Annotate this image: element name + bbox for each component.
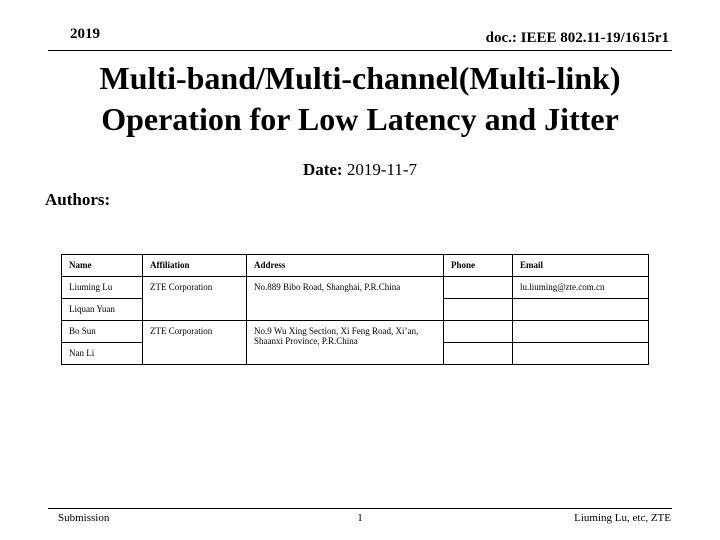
cell-email — [513, 299, 649, 321]
table-header-row — [62, 255, 649, 277]
authors-table — [61, 254, 649, 365]
column-header-affiliation: Affiliation — [143, 255, 247, 277]
column-header-address: Address — [247, 255, 444, 277]
cell-phone — [444, 343, 513, 365]
column-header-email: Email — [513, 255, 649, 277]
cell-email — [513, 321, 649, 343]
table-row — [62, 277, 649, 299]
cell-affiliation: ZTE Corporation — [143, 277, 247, 321]
table-row — [62, 321, 649, 343]
slide-title-line-1: Multi-band/Multi-channel(Multi-link) — [99, 60, 621, 96]
authors-heading: Authors: — [45, 190, 111, 209]
header-year: 2019 — [70, 26, 100, 42]
date-line — [0, 160, 720, 180]
footer-submission: Submission — [58, 512, 110, 524]
column-header-name: Name — [62, 255, 143, 277]
cell-phone — [444, 321, 513, 343]
cell-address: No.889 Bibo Road, Shanghai, P.R.China — [247, 277, 444, 321]
cell-name: Liuming Lu — [62, 277, 143, 299]
column-header-phone: Phone — [444, 255, 513, 277]
header-divider — [48, 50, 672, 51]
cell-name: Nan Li — [62, 343, 143, 365]
footer-divider — [48, 508, 672, 509]
date-label: Date: — [302, 160, 343, 179]
date-value: 2019-11-7 — [346, 160, 418, 179]
footer-page-number: 1 — [357, 512, 363, 524]
slide-title-line-2: Operation for Low Latency and Jitter — [101, 101, 619, 137]
cell-email: lu.liuming@zte.com.cn — [513, 277, 649, 299]
slide-title — [0, 58, 720, 140]
cell-name: Bo Sun — [62, 321, 143, 343]
cell-affiliation: ZTE Corporation — [143, 321, 247, 365]
cell-name: Liquan Yuan — [62, 299, 143, 321]
cell-email — [513, 343, 649, 365]
footer-author: Liuming Lu, etc, ZTE — [574, 512, 671, 524]
cell-address: No.9 Wu Xing Section, Xi Feng Road, Xi’an, Shaanxi Province, P.R.China — [247, 321, 444, 365]
cell-phone — [444, 299, 513, 321]
header-doc-id: doc.: IEEE 802.11-19/1615r1 — [485, 30, 669, 46]
cell-phone — [444, 277, 513, 299]
